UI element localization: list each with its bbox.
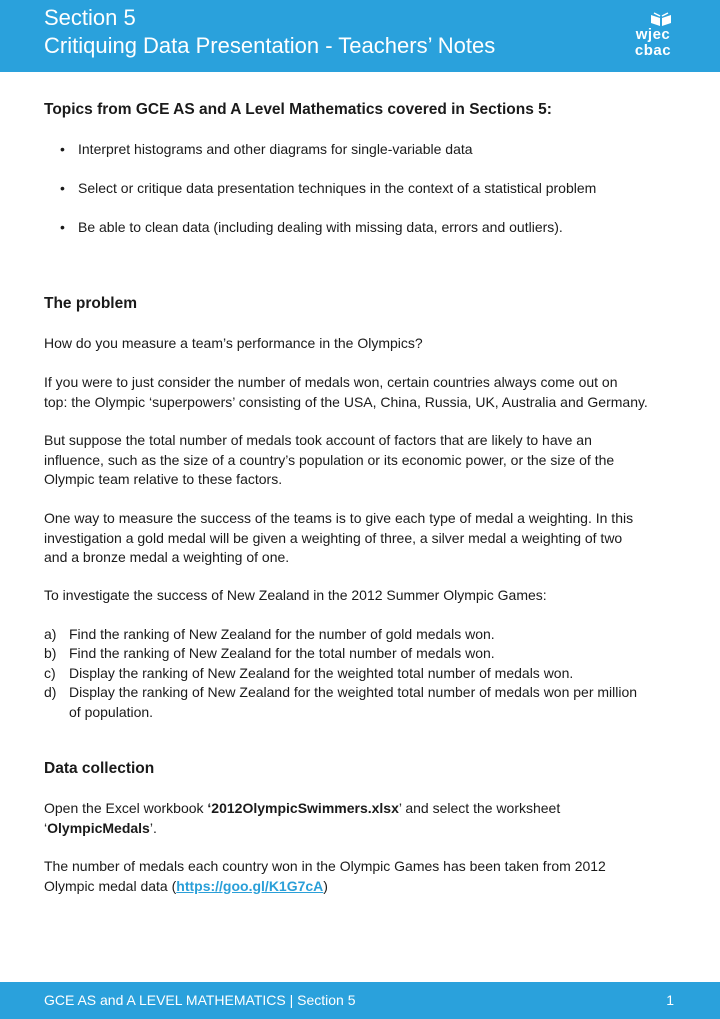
text-fragment: ‘ (44, 819, 48, 836)
topic-item-text: Interpret histograms and other diagrams for single-variable data (78, 141, 473, 157)
data-collection-paragraph-1 (44, 799, 674, 838)
logo-text-wjec: wjec (635, 26, 671, 43)
bullet-icon: • (60, 219, 65, 235)
page-footer (0, 982, 720, 1019)
text-fragment: ’ and select the worksheet (398, 800, 561, 816)
text-line: One way to measure the success of the teams is to give each type of medal a weighting. In this (44, 510, 634, 526)
task-letter: c) (44, 665, 56, 681)
list-item (44, 218, 674, 238)
task-item (44, 625, 674, 645)
problem-paragraph-4 (44, 509, 674, 568)
task-text: Display the ranking of New Zealand for the weighted total number of medals won. (69, 665, 574, 681)
text-line: Display the ranking of New Zealand for the weighted total number of medals won per million (69, 684, 638, 700)
text-line: investigation a gold medal will be given a weighting of three, a silver medal a weighting of two (44, 529, 623, 546)
text-line: If you were to just consider the number of medals won, certain countries always come out on (44, 374, 618, 390)
problem-paragraph-1: How do you measure a team’s performance in the Olympics? (44, 335, 423, 351)
text-fragment: Open the Excel workbook (44, 800, 208, 816)
topic-item-text: Select or critique data presentation techniques in the context of a statistical problem (78, 180, 597, 196)
text-line: of population. (69, 703, 154, 720)
text-line: Olympic team relative to these factors. (44, 471, 283, 487)
task-item (44, 683, 674, 723)
list-item (44, 140, 674, 160)
text-fragment: ’. (149, 819, 157, 836)
data-collection-heading: Data collection (44, 760, 155, 777)
problem-heading: The problem (44, 295, 138, 312)
text-line: The number of medals each country won in the Olympic Games has been taken from 2012 (44, 858, 606, 874)
document-title: Critiquing Data Presentation - Teachers’ Notes (44, 33, 496, 58)
task-letter: d) (44, 684, 57, 700)
text-fragment: ) (323, 877, 328, 894)
task-letter: a) (44, 626, 57, 642)
list-item (44, 179, 674, 199)
footer-course: GCE AS and A LEVEL MATHEMATICS (44, 992, 286, 1008)
problem-paragraph-5: To investigate the success of New Zealand in the 2012 Summer Olympic Games: (44, 587, 547, 603)
task-item (44, 664, 674, 684)
text-line: But suppose the total number of medals took account of factors that are likely to have an (44, 432, 592, 448)
problem-paragraph-2 (44, 373, 674, 412)
page-header (0, 0, 720, 72)
task-text (69, 683, 674, 722)
task-item (44, 644, 674, 664)
topic-item-text: Be able to clean data (including dealing with missing data, errors and outliers). (78, 219, 563, 235)
task-text: Find the ranking of New Zealand for the total number of medals won. (69, 645, 495, 661)
page-number: 1 (666, 992, 674, 1008)
problem-paragraph-3 (44, 431, 674, 490)
wjec-cbac-logo (630, 12, 676, 62)
bullet-icon: • (60, 180, 65, 196)
footer-section: Section 5 (297, 992, 356, 1008)
text-line: top: the Olympic ‘superpowers’ consisting of the USA, China, Russia, UK, Australia and Germany. (44, 393, 648, 410)
footer-label (44, 992, 356, 1008)
task-letter: b) (44, 645, 57, 661)
source-link[interactable]: https://goo.gl/K1G7cA (176, 877, 324, 894)
file-name: ‘2012OlympicSwimmers.xlsx (207, 800, 399, 816)
book-icon (650, 12, 672, 26)
bullet-icon: • (60, 141, 65, 157)
footer-separator: | (285, 992, 298, 1008)
text-fragment: Olympic medal data ( (44, 877, 177, 894)
data-collection-paragraph-2 (44, 857, 674, 896)
text-line (44, 877, 674, 897)
topics-heading: Topics from GCE AS and A Level Mathematics covered in Sections 5: (44, 101, 552, 118)
text-line: and a bronze medal a weighting of one. (44, 549, 290, 565)
section-title: Section 5 (44, 5, 136, 30)
worksheet-name: OlympicMedals (47, 819, 150, 836)
text-line: influence, such as the size of a country’s population or its economic power, or the size of the (44, 451, 615, 468)
logo-text-cbac: cbac (634, 42, 672, 59)
text-line (44, 799, 674, 819)
text-line (44, 819, 674, 839)
task-text: Find the ranking of New Zealand for the number of gold medals won. (69, 626, 495, 642)
